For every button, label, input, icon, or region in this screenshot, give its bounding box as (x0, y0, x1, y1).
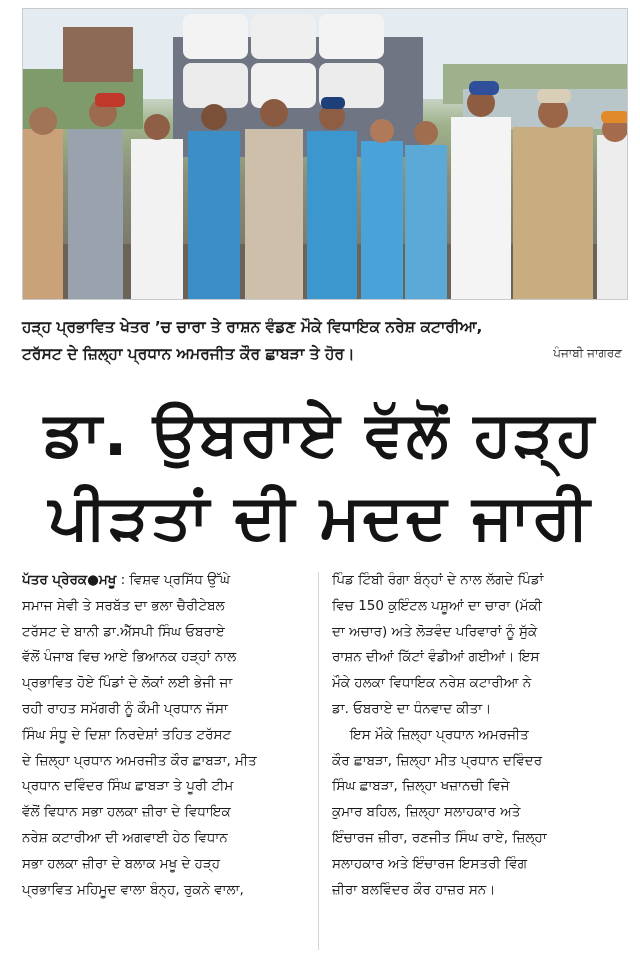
caption-line-2: ਟਰੱਸਟ ਦੇ ਜ਼ਿਲ੍ਹਾ ਪ੍ਰਧਾਨ ਅਮਰਜੀਤ ਕੌਰ ਛਾਬੜਾ ਤੇ ਹੋਰ। (22, 345, 355, 363)
article-line: ਵੱਲੋਂ ਪੰਜਾਬ ਵਿਚ ਆਏ ਭਿਆਨਕ ਹੜ੍ਹਾਂ ਨਾਲ (22, 649, 237, 666)
article-line: ਰਹੀ ਰਾਹਤ ਸਮੱਗਰੀ ਨੂੰ ਕੌਮੀ ਪ੍ਰਧਾਨ ਜੱਸਾ (22, 700, 228, 717)
article-line: ਪ੍ਰਧਾਨ ਦਵਿੰਦਰ ਸਿੰਘ ਛਾਬੜਾ ਤੇ ਪੂਰੀ ਟੀਮ (22, 778, 234, 795)
article-column-left (22, 568, 308, 903)
article-line: ਟਰੱਸਟ ਦੇ ਬਾਨੀ ਡਾ.ਐੱਸਪੀ ਸਿੰਘ ਓਬਰਾਏ (22, 623, 225, 640)
article-line: ਸਿੰਘ ਸੰਧੂ ਦੇ ਦਿਸ਼ਾ ਨਿਰਦੇਸ਼ਾਂ ਤਹਿਤ ਟਰੱਸਟ (22, 726, 232, 743)
article-line: ਇੰਚਾਰਜ ਜ਼ੀਰਾ, ਰਣਜੀਤ ਸਿੰਘ ਰਾਏ, ਜ਼ਿਲ੍ਹਾ (332, 829, 547, 846)
article-line-text: : ਵਿਸ਼ਵ ਪ੍ਰਸਿੱਧ ਉੱਘੇ (116, 572, 231, 588)
article-line: ਨਰੇਸ਼ ਕਟਾਰੀਆ ਦੀ ਅਗਵਾਈ ਹੇਠ ਵਿਧਾਨ (22, 829, 228, 846)
byline: ਪੱਤਰ ਪ੍ਰੇਰਕ●ਮਖੂ (22, 572, 117, 588)
article-line: ਦਾ ਅਚਾਰ) ਅਤੇ ਲੋੜਵੰਦ ਪਰਿਵਾਰਾਂ ਨੂੰ ਸੁੱਕੇ (332, 623, 538, 640)
article-line: ਸਭਾ ਹਲਕਾ ਜ਼ੀਰਾ ਦੇ ਬਲਾਕ ਮਖੂ ਦੇ ਹੜ੍ਹ (22, 855, 221, 872)
article-line: ਕੌਰ ਛਾਬੜਾ, ਜ਼ਿਲ੍ਹਾ ਮੀਤ ਪ੍ਰਧਾਨ ਦਵਿੰਦਰ (332, 752, 543, 769)
article-line: ਸਲਾਹਕਾਰ ਅਤੇ ਇੰਚਾਰਜ ਇਸਤਰੀ ਵਿੰਗ (332, 855, 527, 872)
headline-line-1: ਡਾ. ਉਬਰਾਏ ਵੱਲੋਂ ਹੜ੍ਹ (43, 397, 597, 470)
article-line: ਸਮਾਜ ਸੇਵੀ ਤੇ ਸਰਬੱਤ ਦਾ ਭਲਾ ਚੈਰੀਟੇਬਲ (22, 597, 225, 614)
article-line: ਮੌਕੇ ਹਲਕਾ ਵਿਧਾਇਕ ਨਰੇਸ਼ ਕਟਾਰੀਆ ਨੇ (332, 675, 532, 692)
article-line: ਪ੍ਰਭਾਵਿਤ ਮਹਿਮੂਦ ਵਾਲਾ ਬੰਨ੍ਹ, ਰੁਕਨੇ ਵਾਲਾ, (22, 881, 244, 898)
article-line: ਦੇ ਜ਼ਿਲ੍ਹਾ ਪ੍ਰਧਾਨ ਅਮਰਜੀਤ ਕੌਰ ਛਾਬੜਾ, ਮੀਤ (22, 752, 257, 769)
article-line: ਵਿਚ 150 ਕੁਇੰਟਲ ਪਸ਼ੂਆਂ ਦਾ ਚਾਰਾ (ਮੱਕੀ (332, 597, 542, 614)
article-line (22, 568, 308, 594)
headline-line-2: ਪੀੜਤਾਂ ਦੀ ਮਦਦ ਜਾਰੀ (48, 480, 592, 553)
caption-line-1: ਹੜ੍ਹ ਪ੍ਰਭਾਵਿਤ ਖੇਤਰ ’ਚ ਚਾਰਾ ਤੇ ਰਾਸ਼ਨ ਵੰਡਣ ਮੌਕੇ ਵਿਧਾਇਕ ਨਰੇਸ਼ ਕਟਾਰੀਆ, (22, 318, 483, 336)
article-line: ਡਾ. ਓਬਰਾਏ ਦਾ ਧੰਨਵਾਦ ਕੀਤਾ। (332, 700, 492, 717)
article-line: ਜ਼ੀਰਾ ਬਲਵਿੰਦਰ ਕੌਰ ਹਾਜ਼ਰ ਸਨ। (332, 881, 496, 898)
article-line: ਰਾਸ਼ਨ ਦੀਆਂ ਕਿੱਟਾਂ ਵੰਡੀਆਂ ਗਈਆਂ। ਇਸ (332, 649, 540, 666)
article-line: ਕੁਮਾਰ ਬਹਿਲ, ਜ਼ਿਲ੍ਹਾ ਸਲਾਹਕਾਰ ਅਤੇ (332, 804, 521, 821)
photo-credit: ਪੰਜਾਬੀ ਜਾਗਰਣ (553, 346, 622, 360)
article-line: ਇਸ ਮੌਕੇ ਜ਼ਿਲ੍ਹਾ ਪ੍ਰਧਾਨ ਅਮਰਜੀਤ (350, 726, 529, 743)
headline (20, 392, 620, 558)
column-divider (318, 572, 319, 950)
photo-illustration (23, 9, 628, 300)
news-photo (22, 8, 628, 300)
photo-caption (22, 314, 628, 368)
article-column-right (332, 568, 628, 903)
article-line: ਪ੍ਰਭਾਵਿਤ ਹੋਏ ਪਿੰਡਾਂ ਦੇ ਲੋਕਾਂ ਲਈ ਭੇਜੀ ਜਾ (22, 675, 233, 692)
article-line: ਸਿੰਘ ਛਾਬੜਾ, ਜ਼ਿਲ੍ਹਾ ਖਜ਼ਾਨਚੀ ਵਿਜੇ (332, 778, 510, 795)
article-line: ਪਿੰਡ ਟਿੰਬੀ ਰੰਗਾ ਬੰਨ੍ਹਾਂ ਦੇ ਨਾਲ ਲੱਗਦੇ ਪਿੰਡਾਂ (332, 572, 544, 588)
article-line: ਵੱਲੋਂ ਵਿਧਾਨ ਸਭਾ ਹਲਕਾ ਜ਼ੀਰਾ ਦੇ ਵਿਧਾਇਕ (22, 804, 231, 821)
